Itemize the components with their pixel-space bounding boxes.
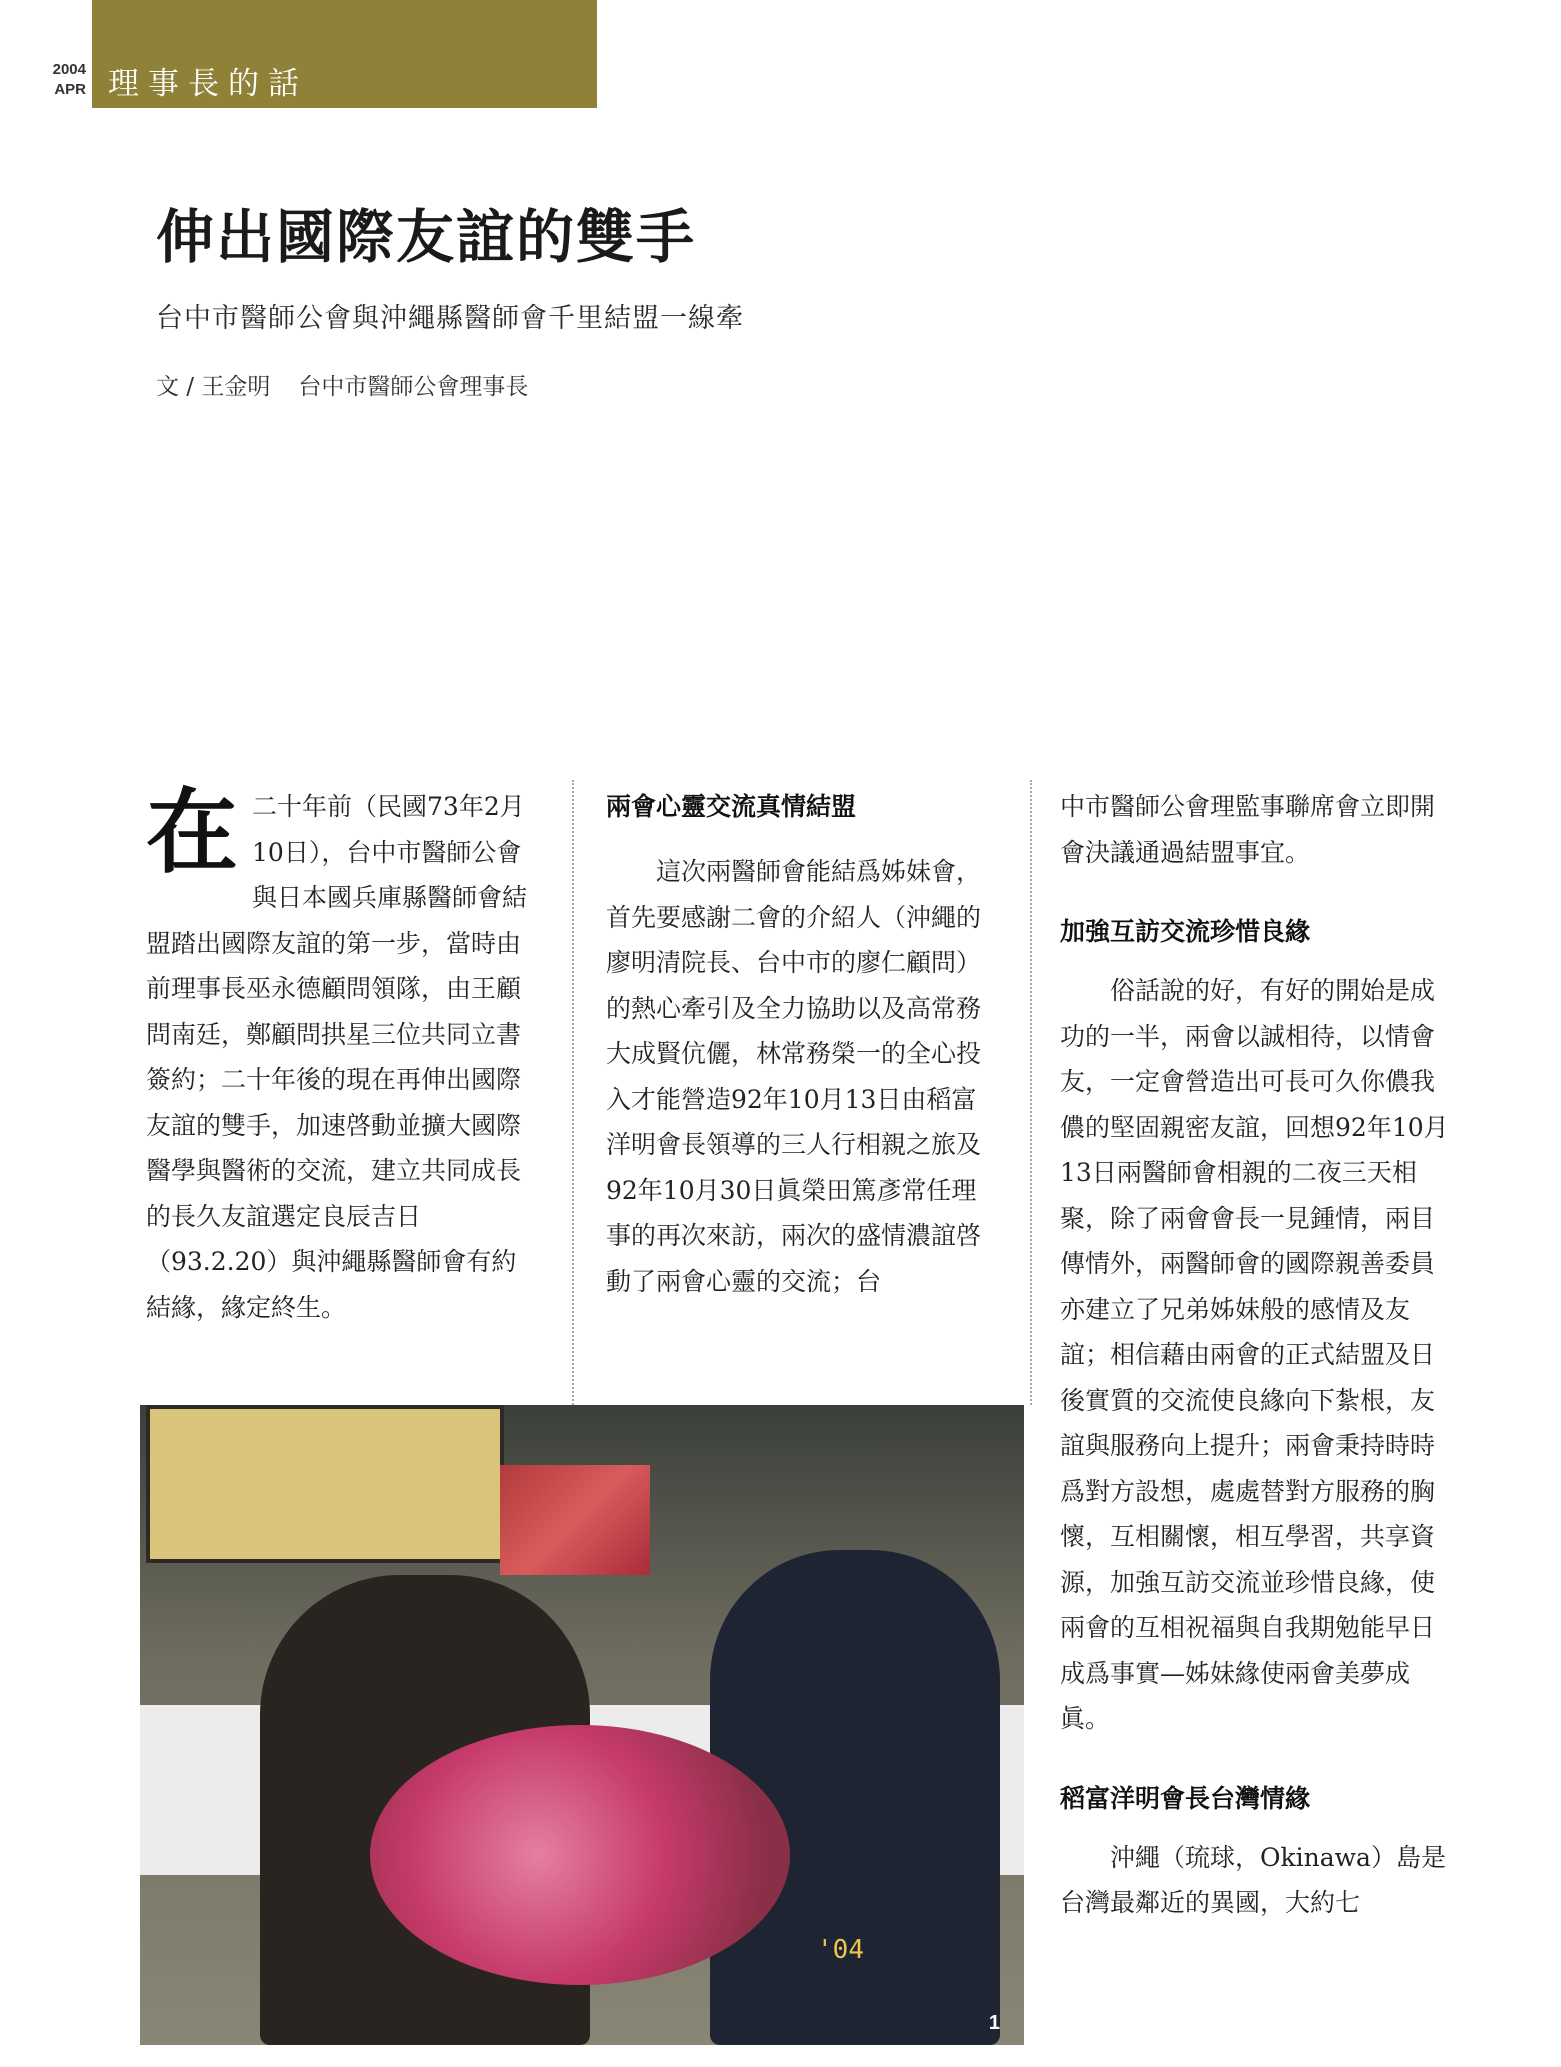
column-2 [606, 784, 1001, 1304]
column-3 [1060, 784, 1455, 1926]
issue-month: APR [54, 81, 86, 98]
column-3-heading-1: 加強互訪交流珍惜良緣 [1060, 917, 1311, 946]
column-3-continued: 中市醫師公會理監事聯席會立即開會決議通過結盟事宜。 [1060, 792, 1436, 867]
byline [156, 368, 528, 401]
column-1 [146, 778, 541, 1330]
article-title: 伸出國際友誼的雙手 [156, 203, 697, 271]
flower-display [500, 1465, 650, 1575]
column-2-heading: 兩會心靈交流真情結盟 [606, 792, 857, 821]
section-title: 理事長的話 [108, 66, 308, 102]
column-2-text: 這次兩醫師會能結爲姊妹會，首先要感謝二會的介紹人（沖繩的廖明清院長、台中市的廖仁顧問）的熱心牽引及全力協助以及高常務大成賢伉儷，林常務榮一的全心投入才能營造92年10月13日由稻富洋明會長領導的三人行相親之旅及92年10月30日眞榮田篤彥常任理事的再次來訪，兩次的盛情濃誼啓動了兩會心靈的交流；台 [606, 857, 982, 1296]
byline-role: 台中市醫師公會理事長 [298, 374, 529, 400]
article-photo [140, 1405, 1024, 2045]
column-divider-1 [572, 780, 574, 1405]
column-1-text: 二十年前（民國73年2月10日），台中市醫師公會與日本國兵庫縣醫師會結盟踏出國際友誼的第一步，當時由前理事長巫永德顧問領隊，由王顧問南廷，鄭顧問拱星三位共同立書簽約；二十年後的現在再伸出國際友誼的雙手，加速啓動並擴大國際醫學與醫術的交流，建立共同成長的長久友誼選定良辰吉日（93.2.20）與沖繩縣醫師會有約結緣，緣定終生。 [146, 792, 528, 1322]
section-banner [92, 0, 597, 108]
issue-date [28, 60, 86, 100]
column-divider-2 [1030, 780, 1032, 1405]
article-subtitle: 台中市醫師公會與沖繩縣醫師會千里結盟一線牽 [156, 303, 744, 334]
photo-date-stamp: '04 [817, 1935, 864, 1965]
airport-sign [146, 1405, 504, 1563]
issue-year: 2004 [52, 61, 86, 78]
photo-number: 1 [988, 2012, 1000, 2034]
flower-bouquet [370, 1725, 790, 1985]
column-3-text-1: 俗話說的好，有好的開始是成功的一半，兩會以誠相待，以情會友，一定會營造出可長可久你儂我儂的堅固親密友誼，回想92年10月13日兩醫師會相親的二夜三天相聚，除了兩會會長一見鍾情，兩目傳情外，兩醫師會的國際親善委員亦建立了兄弟姊妹般的感情及友誼；相信藉由兩會的正式結盟及日後實質的交流使良緣向下紮根，友誼與服務向上提升；兩會秉持時時爲對方設想，處處替對方服務的胸懷，互相關懷，相互學習，共享資源，加強互訪交流並珍惜良緣，使兩會的互相祝福與自我期勉能早日成爲事實—姊妹緣使兩會美夢成眞。 [1060, 976, 1449, 1733]
byline-author: 文 / 王金明 [156, 374, 271, 400]
drop-cap: 在 [146, 778, 239, 886]
column-3-heading-2: 稻富洋明會長台灣情緣 [1060, 1783, 1311, 1813]
column-3-text-2: 沖繩（琉球，Okinawa）島是台灣最鄰近的異國，大約七 [1060, 1842, 1446, 1917]
